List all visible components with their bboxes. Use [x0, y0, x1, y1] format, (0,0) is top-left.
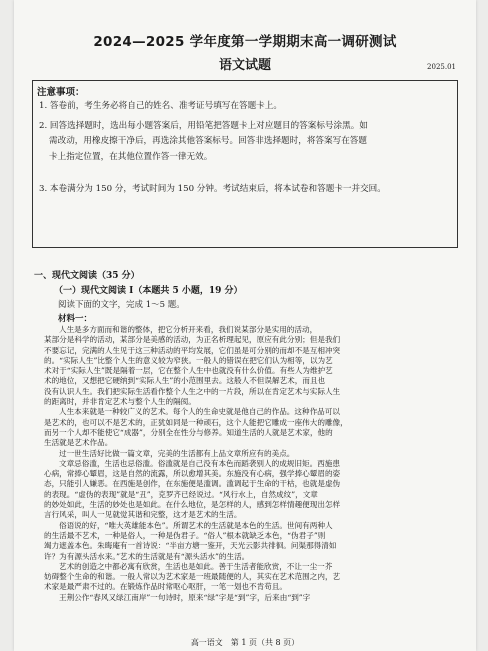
- notice-line: 需改动，用橡皮擦干净后，再选涂其他答案标号。回答非选择题时，将答案写在答题: [49, 136, 367, 147]
- text-line: 没有认识人生。我们把实际生活看作整个人生之中的一片段，所以在肯定艺术与实际人生: [44, 386, 341, 396]
- paragraph-1: [44, 325, 448, 397]
- notice-line: 卡上指定位置，在其他位置作答一律无效。: [49, 151, 213, 162]
- notice-item-3: [39, 182, 449, 197]
- text-line: 王荆公作“春风又绿江南岸”一句诗时，原来“绿”字是“到”字，后来由“到”字: [59, 592, 311, 602]
- text-line: 艺术的创造之中都必寓有欣赏，生活也是如此。善于生活者能欣赏，不让一尘一芥: [59, 561, 333, 571]
- notice-title: 注意事项：: [37, 87, 85, 98]
- page-footer: 高一语文 第 1 页（共 8 页）: [190, 638, 300, 647]
- text-line: 术家是最严肃不过的。在锻炼作品时常呕心呕肝，一笔一划也不肯苟且。: [44, 582, 287, 592]
- text-line: 竭力遮盖本色。朱晦庵有一首诗说：“半亩方塘一鉴开，天光云影共徘徊。问渠那得清如: [44, 541, 337, 551]
- section-heading: 一、现代文阅读（35 分）: [34, 271, 140, 281]
- text-line: 人生是多方面而和谐的整体，把它分析开来看，我们说某部分是实用的活动，: [59, 325, 318, 334]
- text-line: 人生本来就是一种较广义的艺术。每个人的生命史就是他自己的作品。这种作品可以: [59, 407, 340, 417]
- notice-line: 3. 本卷满分为 150 分，考试时间为 150 分钟。考试结束后，将本试卷和答题卡一并交回。: [39, 184, 386, 194]
- notice-line: 1. 答卷前，考生务必将自己的姓名、准考证号填写在答题卡上。: [39, 101, 282, 111]
- text-line: 的妙处如此，生活的妙处也是如此。在什么地位，是怎样的人，感到怎样情趣便现出怎样: [44, 500, 341, 510]
- text-line: 是艺术的，也可以不是艺术的，正犹如同是一种顽石，这个人能把它雕成一座伟大的雕像，: [44, 417, 348, 427]
- text-line: 心病，常捧心颦眉，这是自然的流露，所以愈增其美。东施没有心病，强学捧心颦眉的姿: [44, 469, 341, 479]
- material-label: 材料一：: [58, 314, 93, 324]
- text-line: 文章忌俗滥，生活也忌俗滥。俗滥就是自己没有本色而蹈袭别人的成规旧矩。西施患: [59, 458, 340, 468]
- text-line: 过一世生活好比做一篇文章，完美的生活都有上品文章所应有的美点。: [59, 448, 295, 458]
- exam-date: 2025.01: [427, 63, 456, 71]
- text-line: 妨碍整个生命的和谐。一般人常以为艺术家是一班最随便的人，其实在艺术范围之内，艺: [44, 572, 341, 582]
- exam-title: 2024—2025 学年度第一学期期末高一调研测试: [93, 34, 397, 50]
- subsection-heading: （一）现代文阅读 I（本题共 5 小题，19 分）: [54, 286, 243, 296]
- notice-box: [32, 80, 458, 248]
- subject-title: 语文试题: [218, 58, 271, 73]
- text-line: 某部分是科学的活动，某部分是美感的活动，为正名析理起见，原应有此分别；但是我们: [44, 335, 341, 345]
- text-line: 术的地位，又想把它硬纳到“实际人生”的小范围里去。这般人不但误解艺术，而且也: [44, 376, 326, 386]
- text-line: 术对于“实际人生”既是隔着一层，它在整个人生中也就没有什么价值。有些人为维护艺: [44, 366, 333, 376]
- exam-page: [14, 0, 476, 651]
- paragraph-6: [44, 562, 448, 603]
- paragraph-2: [44, 407, 448, 448]
- notice-item-2: [39, 119, 449, 165]
- paragraph-5: [44, 521, 448, 562]
- text-line: 不要忘记，完满的人生见于这三种活动的平均发展，它们虽是可分别的而却不是互相冲突: [44, 345, 341, 355]
- paragraph-4: [44, 459, 448, 521]
- text-line: 许？为有源头活水来。”艺术的生活就是有“源头活水”的生活。: [44, 551, 250, 561]
- notice-item-1: [39, 99, 449, 114]
- paragraph-1-end: [44, 397, 448, 407]
- text-line: 态，只能引人嫌恶。在西施是创作，在东施便是滥调。滥调起于生命的干枯，也就是虚伪: [44, 479, 341, 489]
- text-line: 的表现。“虚伪的表现”就是“丑”，克罗齐已经说过。“风行水上，自然成纹”，文章: [44, 489, 318, 499]
- text-line: 生活就是艺术作品。: [44, 438, 113, 448]
- text-line: 的生活最不艺术，一种是俗人，一种是伪君子。“俗人”根本就缺乏本色，“伪君子”则: [44, 530, 326, 540]
- notice-line: 2. 回答选择题时，选出每小题答案后，用铅笔把答题卡上对应题目的答案标号涂黑。如: [39, 121, 368, 131]
- paragraph-3: [44, 449, 448, 459]
- text-line: 而另一个人却不能使它“成器”，分别全在性分与修养。知道生活的人就是艺术家，他的: [44, 427, 333, 437]
- text-line: 的距离时，并非肯定艺术与整个人生的隔阂。: [44, 397, 196, 407]
- reading-instruction: 阅读下面的文字，完成 1～5 题。: [58, 300, 185, 310]
- text-line: 的。“实际人生”比整个人生的意义较为窄狭。一般人的错误在把它们认为相等，以为艺: [44, 355, 333, 365]
- text-line: 俗语说的好，“唯大英雄能本色”。所谓艺术的生活就是本色的生活。世间有两种人: [59, 520, 333, 530]
- text-line: 言行风采，叫人一见就觉其谐和完整，这才是艺术的生活。: [44, 510, 242, 520]
